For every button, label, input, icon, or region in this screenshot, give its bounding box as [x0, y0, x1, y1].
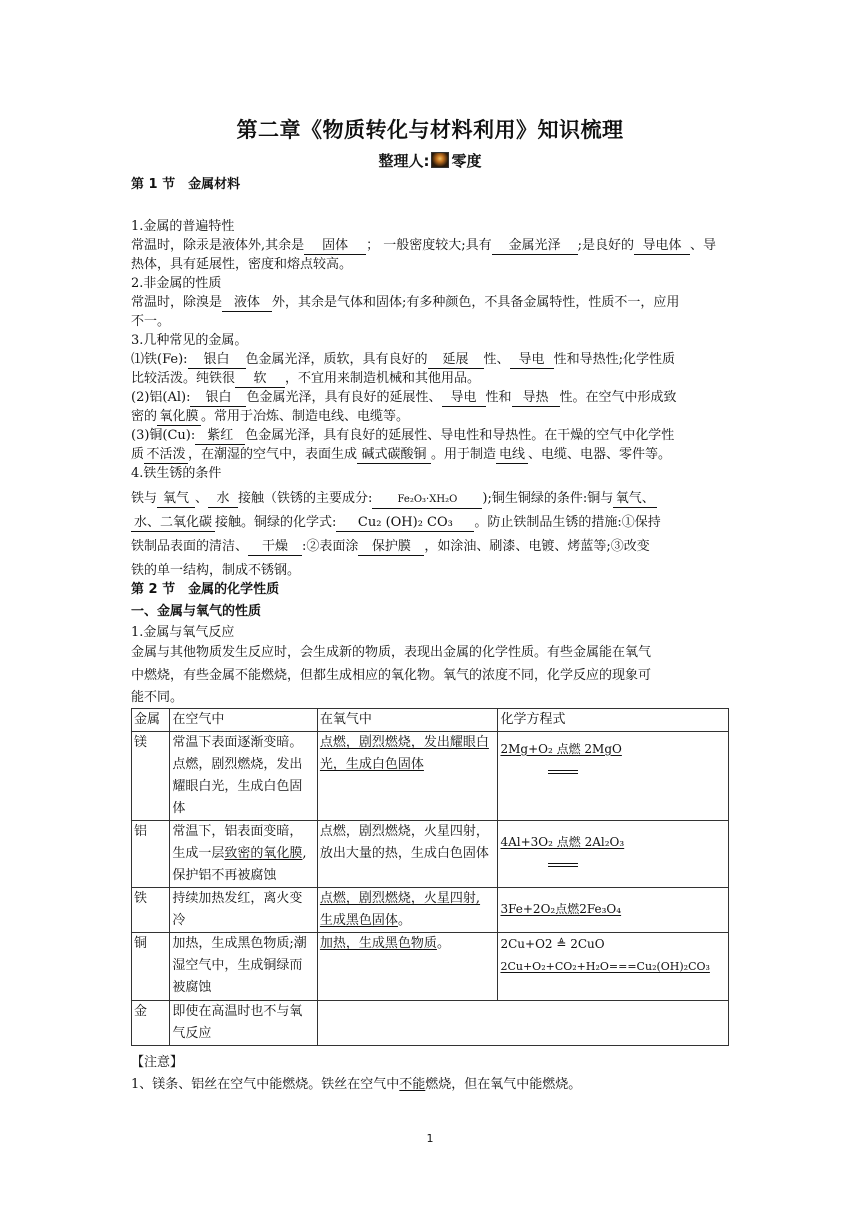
blank-basic-copper-carbonate: 碱式碳酸铜: [357, 447, 431, 464]
equation-cell: [498, 821, 729, 888]
blank-dry: 干燥: [248, 539, 302, 556]
sec1-p2-line1: [131, 293, 731, 312]
text: ,保护铝不再被腐蚀: [172, 846, 307, 883]
text: 色金属光泽，质软，具有良好的: [245, 352, 428, 367]
underlined-text: 加热，生成黑色物质: [319, 936, 437, 951]
table-header-cell: 化学方程式: [498, 709, 729, 732]
text: ，如涂油、刷漆、电镀、烤蓝等;③改变: [424, 539, 650, 554]
page-number: 1: [426, 1132, 434, 1145]
blank-conductor: 导电体: [634, 238, 690, 255]
blank-water: 水: [208, 491, 238, 508]
oxygen-cell: [317, 933, 498, 1001]
sec1-p3-heading: 3.几种常见的金属。: [131, 333, 248, 348]
sec1-p2-heading: 2.非金属的性质: [131, 276, 222, 291]
text: 密的: [131, 409, 158, 424]
table-header-row: [132, 709, 729, 732]
rust-line3: [131, 535, 731, 559]
copper-line2: [131, 445, 731, 464]
blank-wire: 电线: [496, 447, 528, 464]
air-cell: 常温下表面逐渐变暗。点燃，剧烈燃烧，发出耀眼白光，生成白色固体: [170, 732, 318, 821]
organizer-name: 零度: [451, 152, 482, 170]
air-cell: 持续加热发红，离火变冷: [170, 888, 318, 933]
text: 质: [131, 447, 145, 462]
text: :②表面涂: [302, 539, 359, 554]
equation-cell: [498, 732, 729, 821]
sec2-para-line1: 金属与其他物质发生反应时，会生成新的物质，表现出金属的化学性质。有些金属能在氧气: [131, 645, 652, 660]
sec2-para-line3: 能不同。: [131, 690, 184, 705]
text: );铜生铜绿的条件:铜与: [482, 491, 614, 506]
blank-soft: 软: [235, 371, 285, 388]
text: 1、镁条、铝丝在空气中能燃烧。铁丝在空气中: [131, 1077, 400, 1092]
text: 铁与: [131, 491, 158, 506]
blank-inactive: 不活泼: [144, 447, 188, 464]
underlined-text: 不能: [399, 1077, 426, 1092]
text: (2)铝(Al):: [131, 390, 191, 405]
organizer-line: [0, 150, 860, 171]
text: ，不宜用来制造机械和其他用品。: [285, 371, 481, 386]
text: 外，其余是气体和固体;有多种颜色，不具备金属特性，性质不一，应用: [272, 295, 680, 310]
text: 性和: [485, 390, 512, 405]
table-row: [132, 732, 729, 821]
section-2-heading: 第 2 节 金属的化学性质: [131, 582, 280, 597]
equation-text: 2Mg+O₂ 点燃 2MgO: [500, 742, 622, 756]
organizer-logo-icon: [431, 152, 449, 168]
metal-cell: 铝: [132, 821, 170, 888]
equation-text: 2Cu+O₂+CO₂+H₂O===Cu₂(OH)₂CO₃: [500, 960, 710, 973]
rust-line2: [131, 511, 731, 535]
text: 性、: [483, 352, 510, 367]
sec1-p1-line1: [131, 236, 731, 255]
section-2-subheading: 一、金属与氧气的性质: [131, 604, 262, 619]
text: ，在潮湿的空气中，表面生成: [188, 447, 358, 462]
metal-oxygen-table: [131, 708, 729, 1046]
text: 、: [195, 491, 209, 506]
blank-ductile: 延展: [428, 352, 484, 369]
document-title: 第二章《物质转化与材料利用》知识梳理: [236, 118, 624, 142]
blank-conductive: 导电: [442, 390, 486, 407]
blank-water-co2: 水、二氧化碳: [131, 515, 215, 532]
blank-rust-formula: Fe₂O₃·XH₂O: [372, 492, 482, 509]
metal-cell: 镁: [132, 732, 170, 821]
sec2-para-line2: 中燃烧，有些金属不能燃烧，但都生成相应的氧化物。氧气的浓度不同，化学反应的现象可: [131, 668, 652, 683]
text: 接触。铜绿的化学式:: [215, 515, 337, 530]
sec1-p4-heading: 4.铁生锈的条件: [131, 466, 222, 481]
rust-line1: [131, 487, 731, 511]
equation-text: 4Al+3O₂ 点燃 2Al₂O₃: [500, 835, 625, 849]
table-header-cell: 在空气中: [170, 709, 318, 732]
table-row: [132, 1001, 729, 1046]
text: 、导: [690, 238, 717, 253]
metal-cell: 铁: [132, 888, 170, 933]
equation-cell: [498, 933, 729, 1001]
text: ;是良好的: [577, 238, 635, 253]
blank-metal-luster: 金属光泽: [492, 238, 578, 255]
text: 铁制品表面的清洁、: [131, 539, 249, 554]
metal-cell: 铜: [132, 933, 170, 1001]
table-row: [132, 933, 729, 1001]
equals-sign: [548, 863, 578, 867]
rust-line4: 铁的单一结构，制成不锈钢。: [131, 563, 301, 578]
air-cell: [170, 821, 318, 888]
iron-line2: [131, 369, 731, 388]
text: 色金属光泽，具有良好的延展性、: [246, 390, 442, 405]
blank-silver-white: 银白: [190, 390, 246, 407]
table-row: [132, 888, 729, 933]
blank-liquid: 液体: [222, 295, 272, 312]
sec2-p1-heading: 1.金属与氧气反应: [131, 625, 235, 640]
blank-oxide-film: 氧化膜: [157, 409, 201, 426]
iron-line1: [131, 350, 731, 369]
organizer-label: 整理人:: [378, 152, 430, 170]
text: 比较活泼。纯铁很: [131, 371, 236, 386]
text: 、电缆、电器、零件等。: [528, 447, 672, 462]
metal-cell: 金: [132, 1001, 170, 1046]
oxygen-cell: [317, 732, 498, 821]
oxygen-cell: [317, 1001, 728, 1046]
text: ⑴铁(Fe):: [131, 352, 188, 367]
equation-cell: [498, 888, 729, 933]
blank-protective-film: 保护膜: [358, 539, 424, 556]
underlined-text: 致密的氧化膜: [224, 846, 303, 861]
text: 。: [397, 913, 411, 928]
sec1-p1-heading: 1.金属的普遍特性: [131, 219, 235, 234]
notes-line1: [131, 1074, 731, 1096]
underlined-text: 点燃，剧烈燃烧，火星四射,: [319, 891, 481, 906]
text: 燃烧，但在氧气中能燃烧。: [425, 1077, 582, 1092]
text: 接触（铁锈的主要成分:: [238, 491, 373, 506]
blank-silver-white: 银白: [188, 352, 246, 369]
text: 。常用于冶炼、制造电线、电缆等。: [201, 409, 410, 424]
text: (3)铜(Cu):: [131, 428, 196, 443]
blank-conductive: 导电: [510, 352, 554, 369]
text: 常温下，铝表面变暗，生成一层: [172, 824, 303, 861]
table-header-cell: 在氧气中: [317, 709, 498, 732]
blank-purple-red: 紫红: [195, 428, 245, 445]
oxygen-text: 点燃，剧烈燃烧，发出耀眼白光，生成白色固体: [319, 735, 489, 772]
blank-oxygen: 氧气: [157, 491, 195, 508]
copper-line1: [131, 426, 731, 445]
blank-solid: 固体: [304, 238, 366, 255]
text: 性。在空气中形成致: [559, 390, 677, 405]
section-1-heading: 第 1 节 金属材料: [131, 177, 241, 192]
oxygen-cell: [317, 888, 498, 933]
aluminum-line1: [131, 388, 731, 407]
sec1-p2-line2: 不一。: [131, 314, 171, 329]
equation-text: 3Fe+2O₂点燃2Fe₃O₄: [500, 902, 622, 916]
text: 色金属光泽，具有良好的延展性、导电性和导热性。在干燥的空气中化学性: [245, 428, 675, 443]
text: 。防止铁制品生锈的措施:①保持: [474, 515, 661, 530]
blank-verdigris-formula: Cu₂ (OH)₂ CO₃: [336, 515, 474, 532]
notes-heading: 【注意】: [131, 1055, 184, 1070]
text: 常温时，除溴是: [131, 295, 223, 310]
air-cell: 加热，生成黑色物质;潮湿空气中，生成铜绿而被腐蚀: [170, 933, 318, 1001]
equals-sign: [548, 770, 578, 774]
text: 常温时，除汞是液体外,其余是: [131, 238, 305, 253]
table-header-cell: 金属: [132, 709, 170, 732]
underlined-text: 生成黑色固体: [319, 913, 398, 928]
air-cell: 即使在高温时也不与氧气反应: [170, 1001, 318, 1046]
text: 。: [436, 936, 450, 951]
oxygen-cell: 点燃，剧烈燃烧，火星四射，放出大量的热，生成白色固体: [317, 821, 498, 888]
aluminum-line2: [131, 407, 731, 426]
sec1-p1-line2: 热体，具有延展性，密度和熔点较高。: [131, 257, 353, 272]
text: 性和导热性;化学性质: [553, 352, 675, 367]
table-row: [132, 821, 729, 888]
text: 。用于制造: [431, 447, 497, 462]
blank-oxygen: 氧气、: [613, 491, 657, 508]
blank-thermal: 导热: [512, 390, 560, 407]
equation-text: 2Cu+O2 ≜ 2CuO: [500, 937, 605, 951]
text: ； 一般密度较大;具有: [366, 238, 492, 253]
